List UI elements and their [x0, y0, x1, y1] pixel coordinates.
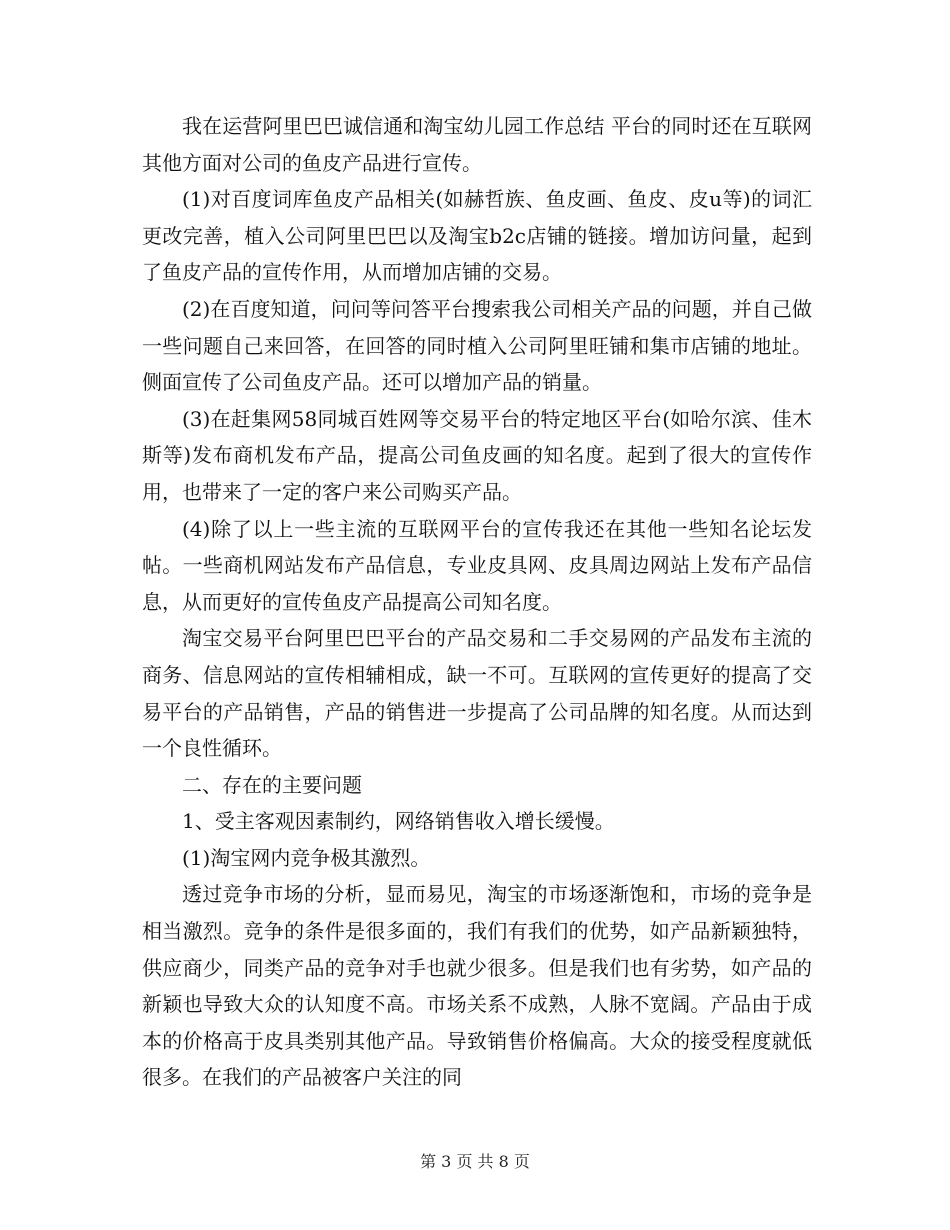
paragraph-analysis: 透过竞争市场的分析，显而易见，淘宝的市场逐渐饱和，市场的竞争是相当激烈。竞争的条件是很多面的，我们有我们的优势，如产品新颖独特，供应商少，同类产品的竞争对手也就少很多。但是我们也有劣势，如产品的新颖也导致大众的认知度不高。市场关系不成熟，人脉不宽阔。产品由于成本的价格高于皮具类别其他产品。导致销售价格偏高。大众的接受程度就低很多。在我们的产品被客户关注的同	[142, 882, 812, 1090]
paragraph-item-2: (2)在百度知道，问问等问答平台搜索我公司相关产品的问题，并自己做一些问题自己来回答，在回答的同时植入公司阿里旺铺和集市店铺的地址。侧面宣传了公司鱼皮产品。还可以增加产品的销量。	[142, 296, 812, 395]
document-body	[142, 108, 812, 1096]
subsection-item: (1)淘宝网内竞争极其激烈。	[182, 845, 431, 870]
paragraph-intro: 我在运营阿里巴巴诚信通和淘宝幼儿园工作总结 平台的同时还在互联网其他方面对公司的鱼皮产品进行宣传。	[142, 114, 812, 175]
paragraph-item-3: (3)在赶集网58同城百姓网等交易平台的特定地区平台(如哈尔滨、佳木斯等)发布商机发布产品，提高公司鱼皮画的知名度。起到了很大的宣传作用，也带来了一定的客户来公司购买产品。	[142, 406, 812, 504]
section-heading: 二、存在的主要问题	[182, 772, 362, 797]
paragraph-item-1: (1)对百度词库鱼皮产品相关(如赫哲族、鱼皮画、鱼皮、皮u等)的词汇更改完善，植入公司阿里巴巴以及淘宝b2c店铺的链接。增加访问量，起到了鱼皮产品的宣传作用，从而增加店铺的交易。	[142, 187, 812, 285]
subsection-heading: 1、受主客观因素制约，网络销售收入增长缓慢。	[182, 809, 615, 834]
page-footer: 第 3 页 共 8 页	[420, 1152, 530, 1171]
paragraph-item-4: (4)除了以上一些主流的互联网平台的宣传我还在其他一些知名论坛发帖。一些商机网站发布产品信息，专业皮具网、皮具周边网站上发布产品信息，从而更好的宣传鱼皮产品提高公司知名度。	[142, 516, 812, 614]
paragraph-summary: 淘宝交易平台阿里巴巴平台的产品交易和二手交易网的产品发布主流的商务、信息网站的宣传相辅相成，缺一不可。互联网的宣传更好的提高了交易平台的产品销售，产品的销售进一步提高了公司品牌的知名度。从而达到一个良性循环。	[142, 626, 812, 761]
